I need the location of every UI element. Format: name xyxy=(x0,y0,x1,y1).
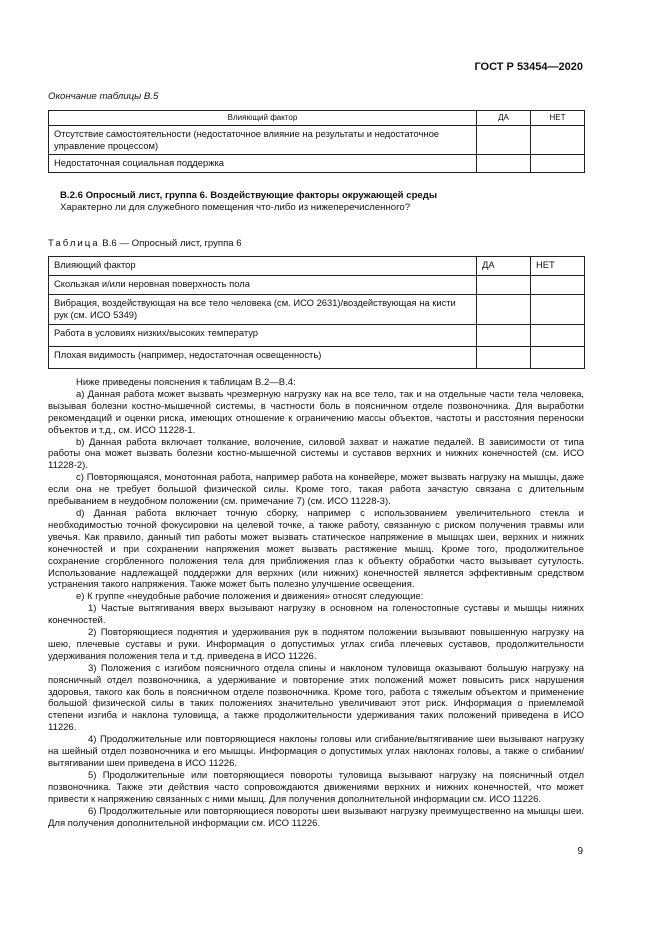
table-b6 xyxy=(48,256,585,369)
section-title: В.2.6 Опросный лист, группа 6. Воздействующие факторы окружающей среды xyxy=(60,190,438,201)
column-header-yes: ДА xyxy=(477,257,531,276)
paragraph-e4: 4) Продолжительные или повторяющиеся наклоны головы или сгибание/вытягивание шеи вызывают нагрузку на шейный отдел позвоночника и его мышцы. Информация о допустимых углах наклонах головы, а также о сгибании/вытягивании шеи приведена в ИСО 11226. xyxy=(48,734,584,769)
table-b5 xyxy=(48,110,585,173)
paragraph-a: a) Данная работа может вызвать чрезмерную нагрузку как на все тело, так и на отдельные части тела человека, вызывая болезни костно-мышечной системы, в частности боль в поясничном отделе позвоночника. Для выработки рекомендаций и оценки риска, имеющих отношение к ограничению массы объектов, частоты и расстояния переноски объектов и т.д., см. ИСО 11228-1. xyxy=(48,388,584,436)
factor-cell: Скользкая и/или неровная поверхность пола xyxy=(49,276,477,295)
table-b6-caption-label: Таблица xyxy=(48,238,100,249)
column-header-yes: ДА xyxy=(477,111,531,126)
table-b6-caption-text: В.6 — Опросный лист, группа 6 xyxy=(99,238,242,249)
document-code: ГОСТ Р 53454—2020 xyxy=(474,61,583,73)
no-checkbox-cell[interactable] xyxy=(531,295,585,325)
yes-checkbox-cell[interactable] xyxy=(477,295,531,325)
table-b5-caption: Окончание таблицы В.5 xyxy=(48,91,159,102)
factor-cell: Отсутствие самостоятельности (недостаточное влияние на результаты и недостаточное управление процессом) xyxy=(49,126,477,155)
no-checkbox-cell[interactable] xyxy=(531,325,585,347)
yes-checkbox-cell[interactable] xyxy=(477,347,531,369)
page-number: 9 xyxy=(577,846,583,857)
yes-checkbox-cell[interactable] xyxy=(477,155,531,173)
explanations-body xyxy=(48,377,584,829)
column-header-no: НЕТ xyxy=(531,257,585,276)
paragraph-c: c) Повторяющаяся, монотонная работа, например работа на конвейере, может вызвать нагрузку на мышцы, даже если она не требует большой физической силы. Кроме того, такая работа зачастую связана с длительным пребыванием в неудобном положении (см. примечание 7) (см. ИСО 11228-3). xyxy=(48,472,584,508)
column-header-no: НЕТ xyxy=(531,111,585,126)
paragraph-e2: 2) Повторяющиеся поднятия и удерживания рук в поднятом положении вызывают повышенную нагрузку на шею, плечевые суставы и руки. Информация о допустимых углах сгиба плечевых суставов, продолжительности удерживания положения тела и т.д. приведена в ИСО 11226. xyxy=(48,627,584,662)
factor-cell: Плохая видимость (например, недостаточная освещенность) xyxy=(49,347,477,369)
paragraph-e3: 3) Положения с изгибом поясничного отдела спины и наклоном туловища оказывают большую нагрузку на поясничный отдел позвоночника, а удерживание и повторение этих положений может повысить риск нарушения здоровья, такого как боль в поясничном отделе позвоночника. Кроме того, работа с тяжелым объектом и применение большой физической силы в таких положениях значительно увеличивают этот риск. Информация о приемлемой степени изгиба и наклона туловища, а также продолжительности удерживания таких положений приведена в ИСО 11226. xyxy=(48,662,584,734)
paragraph-e: e) К группе «неудобные рабочие положения и движения» относят следующие: xyxy=(76,591,424,603)
paragraph-d: d) Данная работа включает точную сборку, например с использованием увеличительного стекла и необходимостью точной фокусировки на целевой точке, а также работу, связанную с риском получения травмы или увечья. Как правило, данный тип работы может вызвать статическое напряжение в мышцах шеи, верхних и нижних конечностей и при сохранении напряжения может вызвать растяжение мышц. Кроме того, продолжительное сохранение сгорбленного положения тела для приближения глаз к объекту обработки часто вызывает сутулость. Использование надлежащей поддержки для верхних (или нижних) конечностей является эффективным средством устранения такого напряжения. Также может быть полезно улучшение освещения. xyxy=(48,507,584,591)
factor-cell: Недостаточная социальная поддержка xyxy=(49,155,477,173)
column-header-factor: Влияющий фактор xyxy=(49,111,477,126)
yes-checkbox-cell[interactable] xyxy=(477,276,531,295)
no-checkbox-cell[interactable] xyxy=(531,155,585,173)
paragraph-e1: 1) Частые вытягивания вверх вызывают нагрузку в основном на голеностопные суставы и мышцы нижних конечностей. xyxy=(48,603,584,627)
table-row xyxy=(49,126,585,155)
yes-checkbox-cell[interactable] xyxy=(477,126,531,155)
table-header-row xyxy=(49,111,585,126)
table-row xyxy=(49,276,585,295)
yes-checkbox-cell[interactable] xyxy=(477,325,531,347)
table-b6-caption xyxy=(48,238,242,250)
table-header-row xyxy=(49,257,585,276)
paragraph-e6: 6) Продолжительные или повторяющиеся повороты шеи вызывают нагрузку преимущественно на мышцы шеи. Для получения дополнительной информации см. ИСО 11226. xyxy=(48,805,584,829)
no-checkbox-cell[interactable] xyxy=(531,276,585,295)
factor-cell: Вибрация, воздействующая на все тело человека (см. ИСО 2631)/воздействующая на кисти рук (см. ИСО 5349) xyxy=(49,295,477,325)
table-row xyxy=(49,155,585,173)
table-row xyxy=(49,295,585,325)
table-row xyxy=(49,325,585,347)
explanations-intro: Ниже приведены пояснения к таблицам В.2—В.4: xyxy=(76,377,296,388)
column-header-factor: Влияющий фактор xyxy=(49,257,477,276)
factor-cell: Работа в условиях низких/высоких температур xyxy=(49,325,477,347)
no-checkbox-cell[interactable] xyxy=(531,347,585,369)
paragraph-e5: 5) Продолжительные или повторяющиеся повороты туловища вызывают нагрузку на поясничный отдел позвоночника. Также эти действия часто сопровождаются движениями верхних и нижних конечностей, что может привести к напряжению связанных с ними мышц. Для получения дополнительной информации см. ИСО 11226. xyxy=(48,769,584,805)
no-checkbox-cell[interactable] xyxy=(531,126,585,155)
paragraph-b: b) Данная работа включает толкание, волочение, силовой захват и нажатие педалей. В зависимости от типа работы она может вызвать болезни костно-мышечной системы и суставов верхних и нижних конечностей (см. ИСО 11228-2). xyxy=(48,436,584,472)
section-question: Характерно ли для служебного помещения что-либо из нижеперечисленного? xyxy=(60,202,411,213)
table-row xyxy=(49,347,585,369)
